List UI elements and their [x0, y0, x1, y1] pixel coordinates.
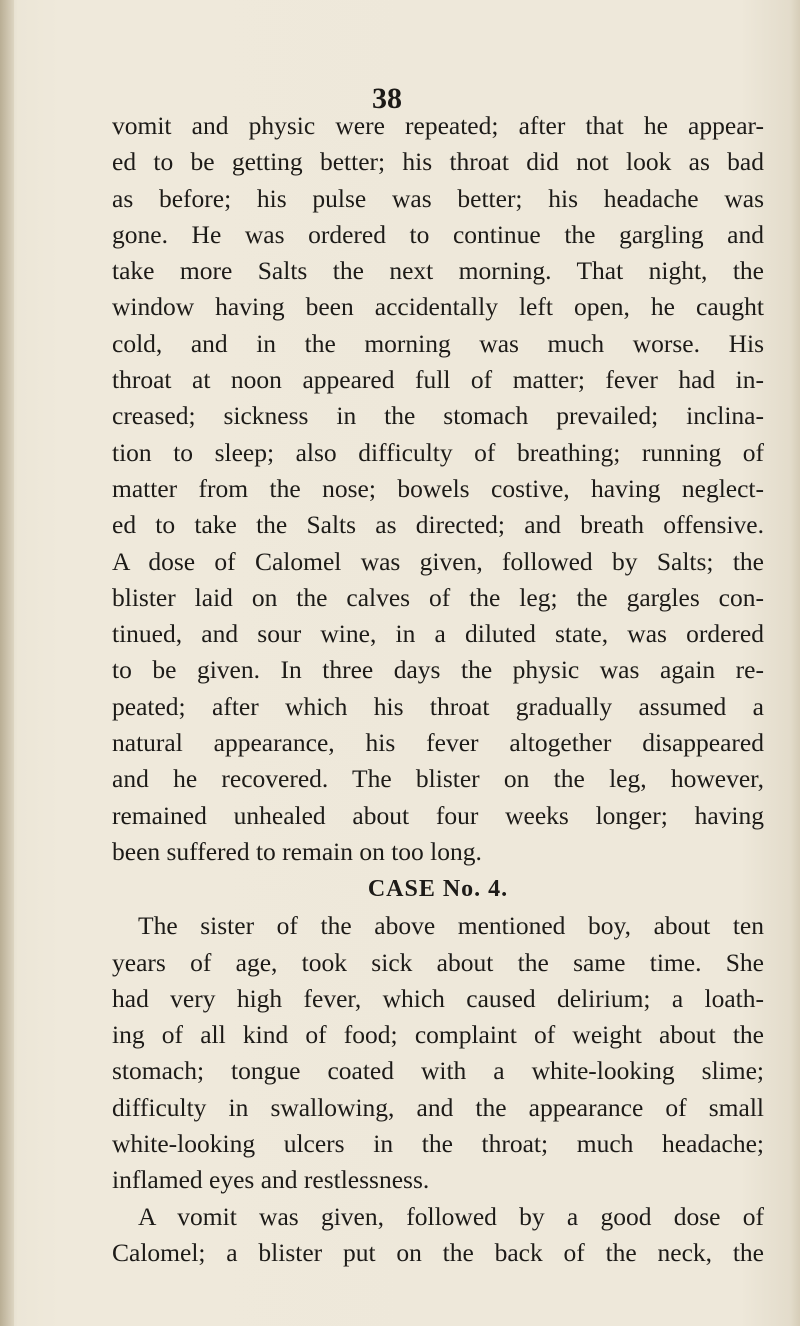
case-heading: CASE No. 4. [367, 876, 509, 903]
text-line: difficulty in swallowing, and the appearance of small [112, 1092, 764, 1122]
text-line: throat at noon appeared full of matter; fever had in- [112, 365, 764, 395]
text-line: had very high fever, which caused delirium; a loath- [112, 983, 764, 1013]
page-number: 38 [372, 82, 402, 115]
text-line: window having been accidentally left open, he caught [112, 292, 764, 322]
page-gutter [0, 0, 14, 1326]
text-line: vomit and physic were repeated; after that he appear- [112, 111, 764, 140]
text-line: been suffered to remain on too long. [112, 836, 482, 866]
text-line: inflamed eyes and restlessness. [112, 1165, 430, 1195]
paragraph-2 [112, 908, 764, 1198]
text-line: stomach; tongue coated with a white-looking slime; [112, 1056, 764, 1086]
text-line: gone. He was ordered to continue the gargling and [112, 219, 764, 249]
paragraph-3 [112, 1199, 764, 1272]
text-line: cold, and in the morning was much worse. His [112, 328, 764, 358]
text-line: ed to be getting better; his throat did not look as bad [112, 147, 764, 177]
text-line: A vomit was given, followed by a good dose of [138, 1201, 764, 1231]
text-line: tion to sleep; also difficulty of breathing; running of [112, 437, 764, 467]
text-line: and he recovered. The blister on the leg, however, [112, 764, 764, 794]
text-line: matter from the nose; bowels costive, having neglect- [112, 473, 764, 503]
text-line: white-looking ulcers in the throat; much headache; [112, 1129, 764, 1159]
text-line: take more Salts the next morning. That night, the [112, 256, 764, 286]
text-line: blister laid on the calves of the leg; the gargles con- [112, 582, 764, 612]
text-line: remained unhealed about four weeks longer; having [112, 800, 764, 830]
text-line: years of age, took sick about the same time. She [112, 947, 764, 977]
text-line: ing of all kind of food; complaint of weight about the [112, 1020, 764, 1050]
text-line: The sister of the above mentioned boy, about ten [138, 911, 764, 941]
text-line: A dose of Calomel was given, followed by Salts; the [112, 546, 764, 576]
text-line: ed to take the Salts as directed; and breath offensive. [112, 510, 764, 540]
paragraph-1 [112, 108, 764, 870]
page-body [112, 108, 764, 1271]
text-line: to be given. In three days the physic was again re- [112, 655, 764, 685]
text-line: tinued, and sour wine, in a diluted state, was ordered [112, 619, 764, 649]
text-line: peated; after which his throat gradually assumed a [112, 691, 764, 721]
text-line: Calomel; a blister put on the back of the neck, the [112, 1237, 764, 1267]
text-line: creased; sickness in the stomach prevailed; inclina- [112, 401, 764, 431]
text-line: as before; his pulse was better; his headache was [112, 183, 764, 213]
text-line: natural appearance, his fever altogether disappeared [112, 728, 764, 758]
